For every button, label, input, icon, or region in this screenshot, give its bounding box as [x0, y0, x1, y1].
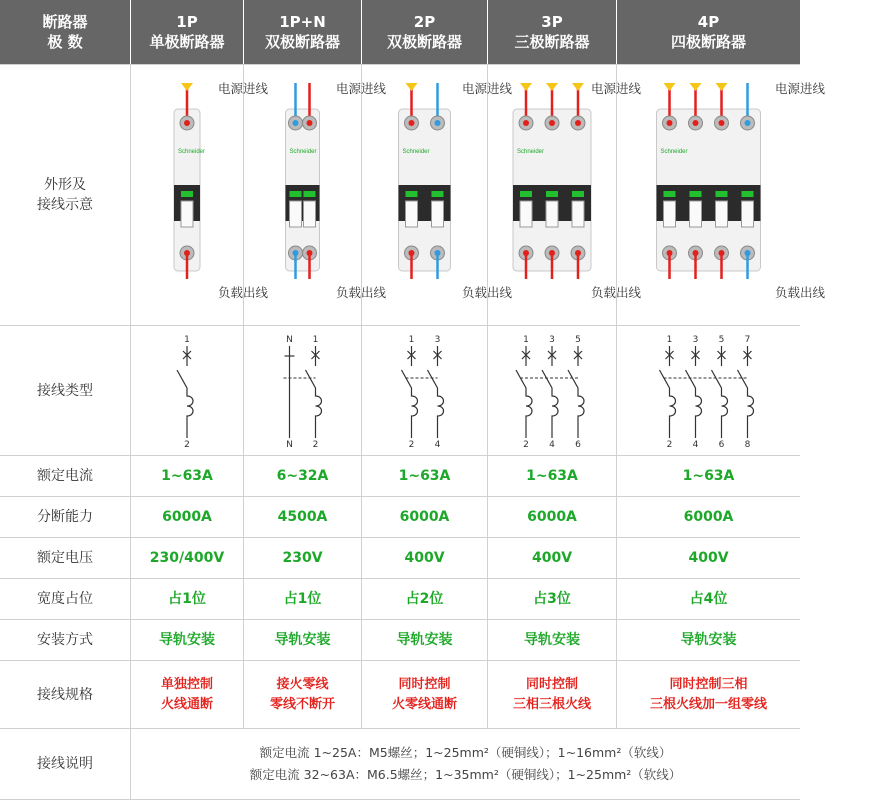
breaker-image-4p — [617, 65, 825, 325]
terminal-core — [523, 120, 529, 126]
header-name: 三极断路器 — [514, 33, 590, 51]
installation-3p: 导轨安装 — [524, 632, 580, 648]
installation-1p: 导轨安装 — [159, 632, 215, 648]
rated-voltage-4p: 400V — [688, 550, 729, 566]
terminal-core — [693, 120, 699, 126]
breaker-body — [286, 109, 320, 271]
terminal-top-label: 1 — [666, 335, 673, 345]
supply-in-label: 电源进线 — [335, 81, 386, 96]
terminal-top-label: 3 — [434, 335, 441, 345]
on-indicator — [520, 191, 532, 197]
header-col-1pn — [244, 0, 361, 64]
label-appearance-line2: 接线示意 — [37, 197, 93, 213]
wiring-schematic — [362, 326, 487, 455]
rated-current-1p: 1~63A — [161, 468, 213, 484]
rated-voltage-1pn: 230V — [282, 550, 323, 566]
wiring-schematic — [488, 326, 616, 455]
width-3p: 占3位 — [533, 591, 571, 607]
phase-marker — [716, 83, 728, 91]
breaker-image-2p — [362, 65, 512, 325]
rated-voltage-1p: 230/400V — [149, 550, 225, 566]
breaking-capacity-3p: 6000A — [527, 509, 577, 525]
wiring-spec-3p — [488, 661, 616, 728]
header-code: 1P+N — [279, 13, 326, 31]
header-name: 双极断路器 — [386, 33, 462, 51]
on-indicator — [406, 191, 418, 197]
breaking-capacity-2p: 6000A — [399, 509, 450, 525]
toggle-lever — [520, 201, 532, 227]
load-out-label: 负载出线 — [774, 285, 825, 300]
toggle-lever — [664, 201, 676, 227]
wiring-note-line: 额定电流 1~25A：M5螺丝；1~25mm²（硬铜线）；1~16mm²（软线） — [259, 745, 672, 760]
terminal-bottom-label: 2 — [523, 440, 529, 450]
breaker-image-1pn — [244, 65, 386, 325]
pole-line — [402, 346, 418, 438]
label-appearance — [0, 65, 130, 325]
terminal-top-label: 5 — [718, 335, 725, 345]
brand-logo: Schneider — [289, 149, 317, 155]
label-width: 宽度占位 — [37, 591, 93, 607]
pole-line — [660, 346, 676, 438]
brand-logo: Schneider — [178, 149, 206, 155]
terminal-bottom-label: 4 — [434, 440, 441, 450]
supply-in-label: 电源进线 — [461, 81, 512, 96]
wiring-spec-line: 三相三根火线 — [512, 696, 591, 712]
on-indicator — [304, 191, 316, 197]
label-wiring-note: 接线说明 — [37, 756, 93, 772]
wiring-spec-line: 零线不断开 — [269, 696, 335, 712]
header-corner-line2: 极 数 — [47, 33, 83, 51]
wiring-spec-line: 火线通断 — [160, 696, 213, 712]
terminal-core — [549, 120, 555, 126]
width-1pn: 占1位 — [283, 591, 322, 607]
wiring-spec-1p — [131, 661, 243, 728]
toggle-lever — [181, 201, 193, 227]
terminal-core — [293, 120, 299, 126]
toggle-lever — [406, 201, 418, 227]
wiring-spec-line: 火零线通断 — [391, 696, 457, 712]
pole-line — [568, 346, 584, 438]
toggle-lever — [546, 201, 558, 227]
toggle-lever — [304, 201, 316, 227]
toggle-lever — [572, 201, 584, 227]
on-indicator — [290, 191, 302, 197]
terminal-bottom-label: 4 — [692, 440, 699, 450]
brand-logo: Schneider — [402, 149, 430, 155]
wiring-spec-4p — [617, 661, 800, 728]
on-indicator — [664, 191, 676, 197]
label-wiring-spec: 接线规格 — [37, 686, 93, 703]
on-indicator — [572, 191, 584, 197]
rated-current-4p: 1~63A — [682, 468, 735, 484]
label-rated-current: 额定电流 — [37, 468, 93, 484]
label-breaking-capacity: 分断能力 — [37, 509, 93, 525]
rated-current-2p: 1~63A — [398, 468, 451, 484]
pole-line — [712, 346, 728, 438]
pole-line — [177, 346, 193, 438]
terminal-core — [409, 120, 415, 126]
header-col-3p — [488, 0, 616, 64]
terminal-bottom-label: 2 — [312, 440, 319, 450]
load-out-label: 负载出线 — [590, 285, 641, 300]
pole-line — [516, 346, 532, 438]
pole-line — [686, 346, 702, 438]
rated-voltage-3p: 400V — [531, 550, 573, 566]
wiring-spec-line: 同时控制 — [525, 676, 578, 692]
phase-marker — [406, 83, 418, 91]
wiring-spec-2p — [362, 661, 487, 728]
label-installation: 安装方式 — [37, 632, 93, 648]
wiring-schematic — [244, 326, 361, 455]
width-2p: 占2位 — [405, 591, 444, 607]
breaker-body — [399, 109, 451, 271]
on-indicator — [716, 191, 728, 197]
header-col-1p — [131, 0, 243, 64]
terminal-top-label: 3 — [692, 335, 699, 345]
header-code: 4P — [697, 13, 720, 31]
terminal-bottom-label: N — [286, 440, 293, 450]
wiring-note-line: 额定电流 32~63A：M6.5螺丝；1~35mm²（硬铜线）；1~25mm²（软线） — [249, 767, 682, 782]
terminal-top-label: 1 — [184, 335, 190, 345]
pole-line — [542, 346, 558, 438]
toggle-lever — [690, 201, 702, 227]
wiring-schematic — [617, 326, 800, 455]
wiring-schematic — [131, 326, 243, 455]
wiring-spec-line: 单独控制 — [160, 676, 213, 692]
pole-line — [428, 346, 444, 438]
terminal-top-label: 1 — [408, 335, 415, 345]
terminal-bottom-label: 8 — [744, 440, 751, 450]
pole-line — [306, 346, 322, 438]
terminal-core — [667, 120, 673, 126]
wiring-spec-line: 同时控制三相 — [669, 676, 748, 692]
label-rated-voltage: 额定电压 — [37, 550, 93, 566]
header-name: 双极断路器 — [264, 33, 340, 51]
terminal-bottom-label: 6 — [575, 440, 581, 450]
breaking-capacity-1p: 6000A — [162, 509, 212, 525]
terminal-top-label: 3 — [549, 335, 555, 345]
header-col-4p — [617, 0, 800, 64]
wiring-spec-line: 接火零线 — [276, 676, 329, 692]
phase-marker — [546, 83, 558, 91]
terminal-core — [184, 120, 190, 126]
terminal-top-label: 5 — [575, 335, 581, 345]
load-out-label: 负载出线 — [461, 285, 512, 300]
terminal-top-label: 1 — [312, 335, 319, 345]
wiring-spec-1pn — [244, 661, 361, 728]
breaking-capacity-1pn: 4500A — [277, 509, 328, 525]
wiring-diagram-1p — [131, 326, 243, 455]
header-name: 单极断路器 — [149, 33, 225, 51]
rated-current-1pn: 6~32A — [276, 468, 329, 484]
terminal-top-label: 1 — [523, 335, 529, 345]
toggle-lever — [290, 201, 302, 227]
terminal-top-label: N — [286, 335, 293, 345]
wiring-spec-line: 同时控制 — [398, 676, 451, 692]
terminal-bottom-label: 2 — [666, 440, 673, 450]
rated-current-3p: 1~63A — [526, 468, 578, 484]
brand-logo: Schneider — [517, 149, 545, 155]
on-indicator — [181, 191, 193, 197]
phase-marker — [520, 83, 532, 91]
pole-line — [738, 346, 754, 438]
terminal-core — [719, 120, 725, 126]
installation-2p: 导轨安装 — [396, 632, 453, 648]
toggle-lever — [716, 201, 728, 227]
brand-logo: Schneider — [660, 149, 688, 155]
wiring-note — [131, 728, 800, 800]
wiring-diagram-1pn — [244, 326, 361, 455]
phase-marker — [572, 83, 584, 91]
header-code: 3P — [541, 13, 563, 31]
phase-marker — [664, 83, 676, 91]
breaker-image-1p — [131, 65, 268, 325]
load-out-label: 负载出线 — [335, 285, 386, 300]
header-name: 四极断路器 — [670, 33, 746, 51]
wiring-diagram-3p — [488, 326, 616, 455]
width-4p: 占4位 — [689, 591, 728, 607]
header-corner — [0, 0, 130, 64]
label-appearance-line1: 外形及 — [44, 177, 86, 193]
breaker-image-3p — [488, 65, 641, 325]
terminal-bottom-label: 2 — [184, 440, 190, 450]
terminal-core — [435, 120, 441, 126]
on-indicator — [546, 191, 558, 197]
supply-in-label: 电源进线 — [217, 81, 268, 96]
installation-4p: 导轨安装 — [680, 632, 737, 648]
on-indicator — [742, 191, 754, 197]
toggle-lever — [742, 201, 754, 227]
header-code: 1P — [176, 13, 198, 31]
phase-marker — [181, 83, 193, 91]
breaking-capacity-4p: 6000A — [683, 509, 734, 525]
phase-marker — [690, 83, 702, 91]
terminal-bottom-label: 6 — [718, 440, 725, 450]
label-wiring-type: 接线类型 — [37, 382, 93, 399]
terminal-core — [575, 120, 581, 126]
terminal-bottom-label: 4 — [549, 440, 555, 450]
on-indicator — [690, 191, 702, 197]
on-indicator — [432, 191, 444, 197]
toggle-lever — [432, 201, 444, 227]
header-corner-line1: 断路器 — [42, 13, 88, 31]
installation-1pn: 导轨安装 — [274, 632, 331, 648]
terminal-bottom-label: 2 — [408, 440, 415, 450]
wiring-diagram-2p — [362, 326, 487, 455]
supply-in-label: 电源进线 — [590, 81, 641, 96]
terminal-top-label: 7 — [744, 335, 751, 345]
width-1p: 占1位 — [168, 591, 206, 607]
wiring-spec-line: 三根火线加一组零线 — [649, 696, 767, 712]
header-code: 2P — [413, 13, 436, 31]
header-col-2p — [362, 0, 487, 64]
terminal-core — [307, 120, 313, 126]
load-out-label: 负载出线 — [217, 285, 268, 300]
rated-voltage-2p: 400V — [404, 550, 445, 566]
wiring-diagram-4p — [617, 326, 800, 455]
supply-in-label: 电源进线 — [774, 81, 825, 96]
terminal-core — [745, 120, 751, 126]
